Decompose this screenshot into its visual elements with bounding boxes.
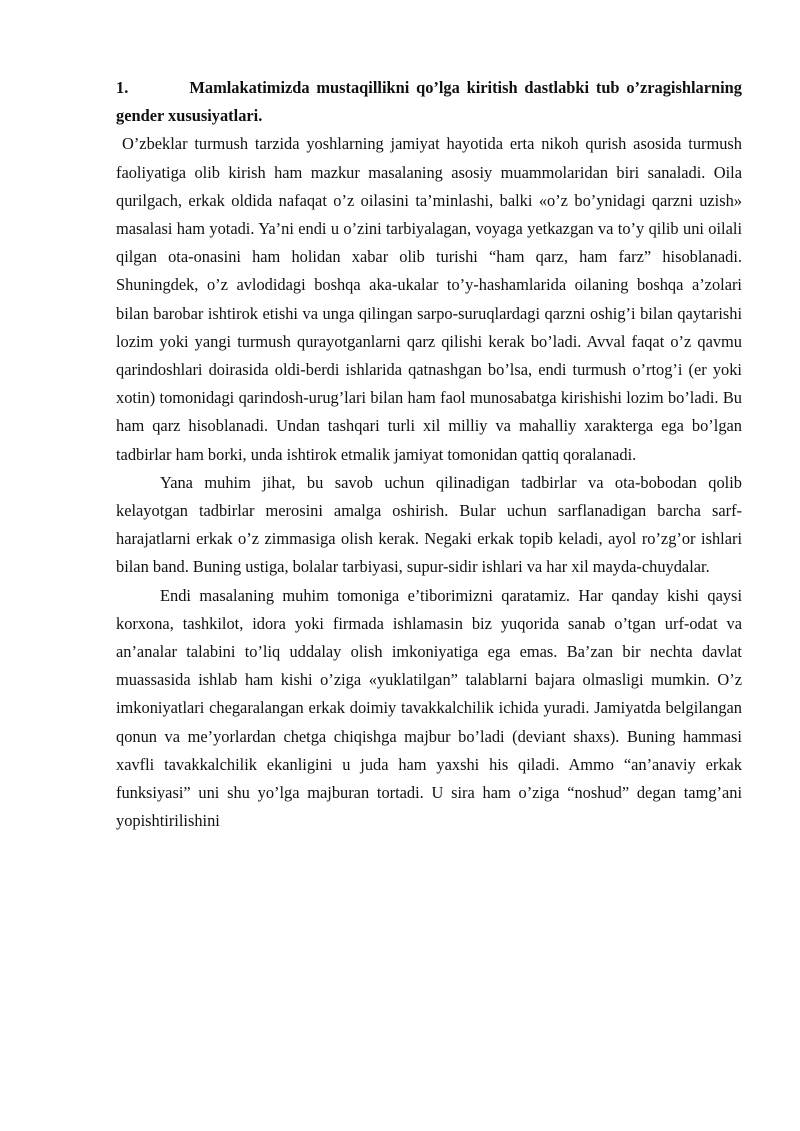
section-heading-text: Mamlakatimizda mustaqillikni qo’lga kiritish dastlabki tub o’zragishlarning gender xususiyatlari. xyxy=(116,78,742,126)
paragraph-1: O’zbeklar turmush tarzida yoshlarning jamiyat hayotida erta nikoh qurish asosida turmush faoliyatiga olib kirish ham mazkur masalaning asosiy muammolaridan biri sanaladi. Oila qurilgach, erkak oldida nafaqat o’z oilasini ta’minlashi, balki «o’z bo’ynidagi qarzni uzish» masalasi ham yotadi. Ya’ni endi u o’zini tarbiyalagan, voyaga yetkazgan va to’y qilib uni oilali qilgan ota-onasini ham holidan xabar olib turishi “ham qarz, ham farz” hisoblanadi. Shuningdek, o’z avlodidagi boshqa aka-ukalar to’y-hashamlarida oilaning boshqa a’zolari bilan barobar ishtirok etishi va unga qilingan sarpo-suruqlardagi qarzni oshig’i bilan qaytarishi lozim yoki yangi turmush qurayotganlarni qarz qilishi kerak bo’ladi. Avval faqat o’z qavmu qarindoshlari doirasida oldi-berdi ishlarida qatnashgan bo’lsa, endi turmush o’rtog’i (er yoki xotin) tomonidagi qarindosh-urug’lari bilan ham faol munosabatga kirishishi lozim bo’ladi. Bu ham qarz hisoblanadi. Undan tashqari turli xil milliy va mahalliy xarakterga ega bo’lgan tadbirlar ham borki, unda ishtirok etmalik jamiyat tomonidan qattiq qoralanadi. xyxy=(116,134,742,464)
section-number: 1. xyxy=(116,78,129,97)
paragraph-2: Yana muhim jihat, bu savob uchun qilinadigan tadbirlar va ota-bobodan qolib kelayotgan tadbirlar merosini amalga oshirish. Bular uchun sarflanadigan barcha sarf-harajatlarni erkak o’z zimmasiga olish kerak. Negaki erkak topib keladi, ayol ro’zg’or ishlari bilan band. Buning ustiga, bolalar tarbiyasi, supur-sidir ishlari va har xil mayda-chuydalar. xyxy=(116,472,742,577)
paragraph-3: Endi masalaning muhim tomoniga e’tiborimizni qaratamiz. Har qanday kishi qaysi korxona, tashkilot, idora yoki firmada ishlamasin biz yuqorida sanab o’tgan urf-odat va an’analar talabini to’liq uddalay olish imkoniyatiga ega emas. Ba’zan bir nechta davlat muassasida ishlab ham kishi o’ziga «yuklatilgan” talablarni bajara olmasligi mumkin. O’z imkoniyatlari chegaralangan erkak doimiy tavakkalchilik ichida yuradi. Jamiyatda belgilangan qonun va me’yorlardan chetga chiqishga majbur bo’ladi (deviant shaxs). Buning hammasi xavfli tavakkalchilik ekanligini u juda ham yaxshi his qiladi. Ammo “an’anaviy erkak funksiyasi” uni shu yo’lga majburan tortadi. U sira ham o’ziga “noshud” degan tamg’ani yopishtirilishini xyxy=(116,585,742,831)
section-heading xyxy=(116,74,742,130)
document-page xyxy=(116,74,742,835)
